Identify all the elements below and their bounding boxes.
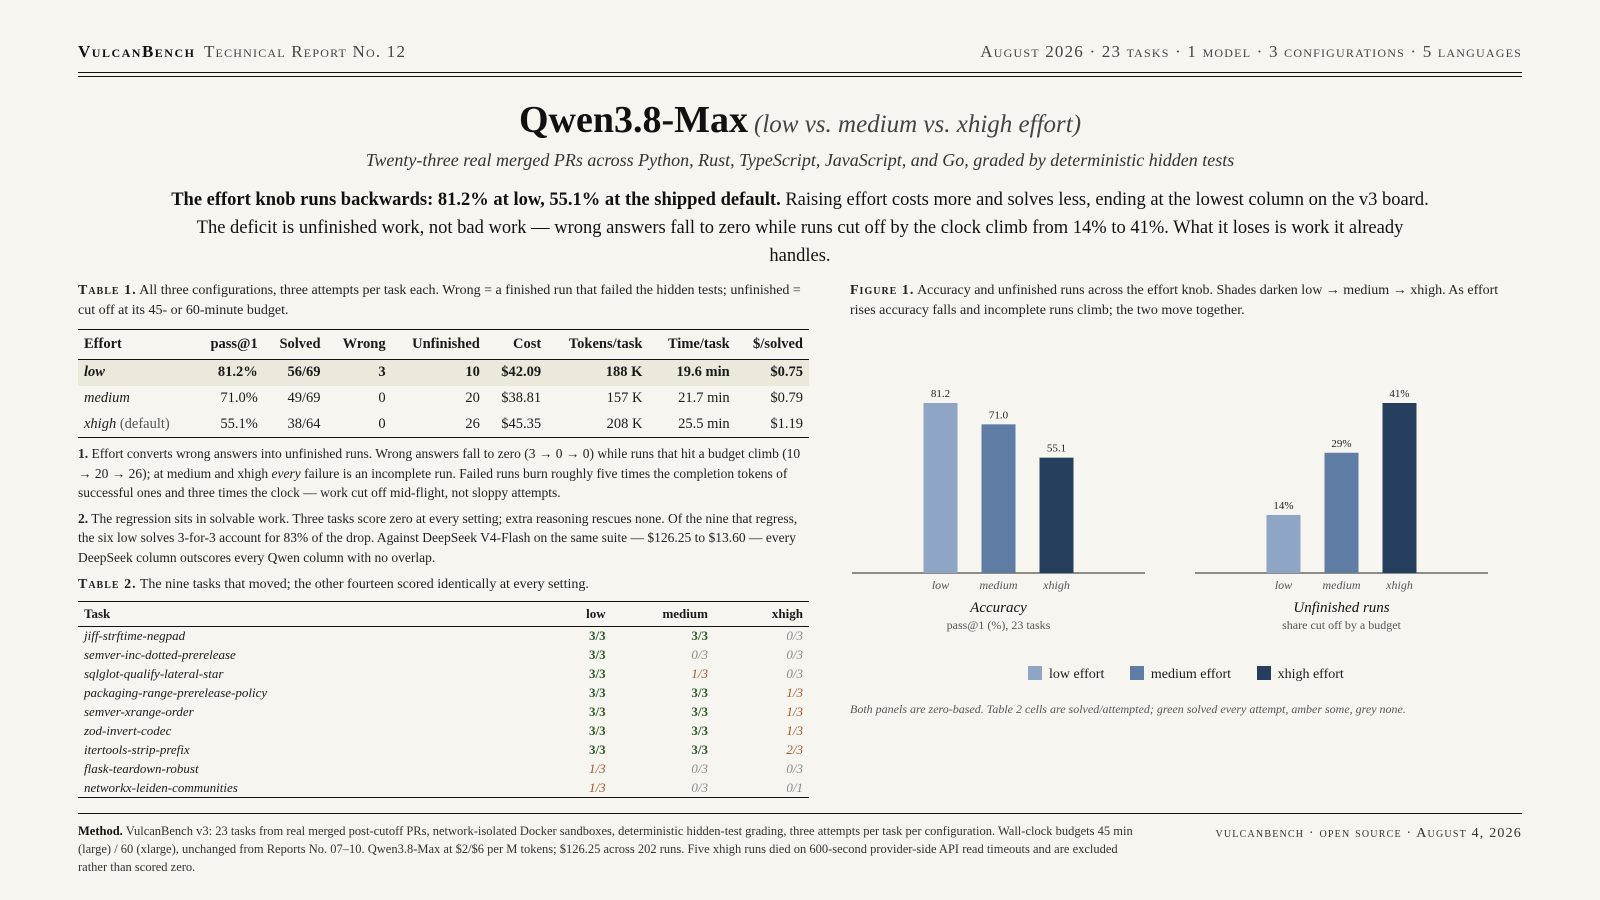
report-meta: August 2026 · 23 tasks · 1 model · 3 configurations · 5 languages xyxy=(980,42,1522,61)
figure-note: Both panels are zero-based. Table 2 cells are solved/attempted; green solved every attempt, amber some, grey none. xyxy=(850,702,1406,716)
table2-caption-text: The nine tasks that moved; the other fourteen scored identically at every setting. xyxy=(136,577,589,592)
page-title-qualifier: (low vs. medium vs. xhigh effort) xyxy=(754,111,1082,138)
task-score: 3/3 xyxy=(589,685,606,700)
header-rule-double xyxy=(78,76,1522,77)
data-label-unfinished-runs-low: 14% xyxy=(1273,499,1294,512)
legend-label-low: low effort xyxy=(1049,667,1105,682)
task-row xyxy=(78,646,809,665)
effort-name: low xyxy=(84,364,105,381)
results-cell: $42.09 xyxy=(486,360,547,386)
task-score: 0/3 xyxy=(786,647,803,662)
results-cell: 0 xyxy=(378,415,386,432)
results-effort-cell xyxy=(78,386,194,412)
task-col-header: low xyxy=(517,602,612,627)
task-score: 3/3 xyxy=(691,628,708,644)
results-col-header: Effort xyxy=(78,330,194,360)
method-label: Method. xyxy=(78,824,123,838)
legend-low xyxy=(1028,666,1104,683)
results-cell: 208 K xyxy=(606,415,643,432)
left-column xyxy=(78,281,809,798)
report-brand xyxy=(78,42,406,62)
results-row xyxy=(78,360,809,386)
results-cell: 19.6 min xyxy=(648,360,735,386)
task-name: packaging-range-prerelease-policy xyxy=(84,685,268,700)
task-row xyxy=(78,722,809,741)
task-score: 3/3 xyxy=(589,628,606,644)
finding-1-text-a: Effort converts wrong answers into unfinished runs. Wrong answers fall to zero (3 → 0 → 0) while runs that hit a budget climb (10 → 20 → 26); at medium and xhigh xyxy=(78,446,801,481)
results-cell: 3 xyxy=(327,360,392,386)
task-row xyxy=(78,779,809,798)
task-score: 1/3 xyxy=(786,723,803,738)
method-note xyxy=(78,822,1138,876)
results-table xyxy=(78,329,809,438)
tick-label-unfinished-runs-xhigh: xhigh xyxy=(1386,578,1413,592)
results-cell: $1.19 xyxy=(770,415,803,432)
bar-unfinished-runs-low xyxy=(1267,515,1301,573)
results-col-header: pass@1 xyxy=(194,330,264,360)
right-column xyxy=(850,281,1522,321)
task-row xyxy=(78,760,809,779)
effort-name: xhigh xyxy=(84,415,117,432)
effort-default-tag: (default) xyxy=(116,415,170,432)
figure-caption-text: Accuracy and unfinished runs across the effort knob. Shades darken low → medium → xhigh. As effort rises accuracy falls and incomplete runs climb; the two move together. xyxy=(850,283,1499,318)
task-name: jiff-strftime-negpad xyxy=(84,628,186,644)
legend-label-xhigh: xhigh effort xyxy=(1277,667,1344,682)
panel-title-accuracy: Accuracy xyxy=(970,600,1027,616)
task-score: 0/3 xyxy=(691,779,708,795)
finding-1-text-b: failure is an incomplete run. Failed runs burn roughly five times the completion tokens of successful ones and three times the clock — work cut off mid-flight, not sloppy attempts. xyxy=(78,465,788,500)
results-col-header: Cost xyxy=(486,330,547,360)
results-cell: 38/64 xyxy=(287,415,321,432)
bar-accuracy-xhigh xyxy=(1040,458,1074,573)
results-cell: 71.0% xyxy=(220,390,258,406)
task-score: 0/3 xyxy=(691,761,708,776)
results-table-header xyxy=(78,330,809,360)
lede-headline: The effort knob runs backwards: 81.2% at low, 55.1% at the shipped default. xyxy=(171,190,781,210)
data-label-accuracy-low: 81.2 xyxy=(930,388,951,400)
task-score: 3/3 xyxy=(589,666,606,681)
effort-name: medium xyxy=(84,390,130,406)
report-number: Technical Report No. 12 xyxy=(203,42,407,61)
tick-label-unfinished-runs-medium: medium xyxy=(1322,578,1361,592)
results-col-header: $/solved xyxy=(736,330,809,360)
results-col-header: Unfinished xyxy=(392,330,486,360)
table1-caption-text: All three configurations, three attempts per task each. Wrong = a finished run that failed the hidden tests; unfinished = cut off at its 45- or 60-minute budget. xyxy=(78,283,801,318)
panel-title-unfinished-runs: Unfinished runs xyxy=(1293,600,1390,616)
results-cell: 10 xyxy=(392,360,486,386)
figure-charts xyxy=(850,360,1530,660)
task-score: 3/3 xyxy=(589,742,606,757)
results-cell: 188 K xyxy=(547,360,648,386)
legend-medium xyxy=(1130,666,1231,683)
task-score: 0/3 xyxy=(691,647,708,662)
results-cell: 0 xyxy=(378,390,386,406)
results-cell: 26 xyxy=(465,415,480,432)
panel-subtitle-unfinished-runs: share cut off by a budget xyxy=(1282,618,1401,632)
task-score: 3/3 xyxy=(691,704,708,719)
footer-rule xyxy=(78,813,1522,814)
results-effort-cell xyxy=(78,360,194,386)
results-cell: 56/69 xyxy=(264,360,327,386)
task-name: zod-invert-codec xyxy=(84,723,172,738)
brand-name: VulcanBench xyxy=(78,42,196,61)
results-cell: $38.81 xyxy=(501,390,542,406)
task-score: 0/3 xyxy=(786,628,803,644)
task-score: 1/3 xyxy=(589,761,606,776)
tick-label-unfinished-runs-low: low xyxy=(1274,578,1293,592)
results-col-header: Tokens/task xyxy=(547,330,648,360)
method-text: VulcanBench v3: 23 tasks from real merged post-cutoff PRs, network-isolated Docker sandboxes, deterministic hidden-test grading, three attempts per task per configuration. Wall-clock budgets 45 min (large) / 60 (xlarge), unchanged from Reports No. 07–10. Qwen3.8-Max at $2/$6 per M tokens; $126.25 across 202 runs. Five xhigh runs died on 600-second provider-side API read timeouts and are excluded rather than scored zero. xyxy=(78,824,1133,874)
task-row xyxy=(78,741,809,760)
results-cell: 25.5 min xyxy=(678,415,730,432)
tick-label-accuracy-medium: medium xyxy=(979,578,1018,592)
report-header xyxy=(78,42,1522,62)
legend-label-medium: medium effort xyxy=(1150,667,1232,682)
task-score: 2/3 xyxy=(786,742,803,757)
data-label-accuracy-xhigh: 55.1 xyxy=(1046,442,1067,455)
task-score: 1/3 xyxy=(589,779,606,795)
results-cell: 20 xyxy=(465,390,480,406)
task-score: 1/3 xyxy=(691,666,708,681)
task-table xyxy=(78,601,809,798)
legend-swatch-medium xyxy=(1130,666,1144,680)
task-name: sqlglot-qualify-lateral-star xyxy=(84,666,224,681)
task-name: flask-teardown-robust xyxy=(84,761,199,776)
tick-label-accuracy-xhigh: xhigh xyxy=(1043,578,1070,592)
data-label-accuracy-medium: 71.0 xyxy=(988,409,1009,422)
results-col-header: Wrong xyxy=(327,330,392,360)
figure-caption xyxy=(850,281,1522,321)
title-row xyxy=(0,98,1600,142)
page-title: Qwen3.8-Max xyxy=(518,99,748,141)
task-score: 3/3 xyxy=(589,704,606,719)
results-col-header: Solved xyxy=(264,330,327,360)
task-col-header: Task xyxy=(78,602,517,627)
table1-label: Table 1. xyxy=(78,283,137,298)
header-rule xyxy=(78,72,1522,73)
task-col-header: medium xyxy=(612,602,714,627)
table1-caption xyxy=(78,281,809,321)
finding-1-number: 1. xyxy=(78,446,89,461)
task-score: 0/1 xyxy=(786,779,803,795)
task-name: networkx-leiden-communities xyxy=(84,779,238,795)
bar-unfinished-runs-xhigh xyxy=(1383,403,1417,573)
task-score: 3/3 xyxy=(691,685,708,700)
finding-1 xyxy=(78,444,809,503)
table2-label: Table 2. xyxy=(78,577,137,592)
task-row xyxy=(78,703,809,722)
task-score: 3/3 xyxy=(691,742,708,757)
task-row xyxy=(78,665,809,684)
task-name: itertools-strip-prefix xyxy=(84,742,190,757)
results-row xyxy=(78,412,809,438)
results-cell: 55.1% xyxy=(220,415,258,432)
finding-2 xyxy=(78,509,809,568)
task-name: semver-inc-dotted-prerelease xyxy=(84,647,236,662)
finding-1-emphasis: every xyxy=(271,465,301,481)
results-cell: 157 K xyxy=(606,390,643,406)
bar-accuracy-low xyxy=(924,403,958,573)
task-score: 3/3 xyxy=(589,723,606,738)
lede-body: Raising effort costs more and solves less, ending at the lowest column on the v3 board. The deficit is unfinished work, not bad work — wrong answers fall to zero while runs cut off by the clock climb from 14% to 41%. What it loses is work it already handles. xyxy=(196,190,1429,266)
results-effort-cell xyxy=(78,412,194,438)
results-cell: $45.35 xyxy=(501,415,542,432)
results-cell: 21.7 min xyxy=(678,390,730,406)
task-score: 1/3 xyxy=(786,704,803,719)
task-score: 3/3 xyxy=(691,723,708,738)
legend-xhigh xyxy=(1257,666,1344,683)
legend-swatch-low xyxy=(1028,666,1042,680)
task-score: 0/3 xyxy=(786,666,803,681)
figure-label: Figure 1. xyxy=(850,283,915,298)
results-cell: 81.2% xyxy=(194,360,264,386)
table2-caption xyxy=(78,575,809,595)
results-cell: $0.75 xyxy=(736,360,809,386)
finding-2-text: The regression sits in solvable work. Three tasks score zero at every setting; extra reasoning rescues none. Of the nine that regress, the six low solves 3-for-3 account for 83% of the drop. Against DeepSeek V4-Flash on the same suite — $126.25 to $13.60 — every DeepSeek column outscores every Qwen column with no overlap. xyxy=(78,510,798,565)
panel-subtitle-accuracy: pass@1 (%), 23 tasks xyxy=(946,618,1051,632)
task-table-header xyxy=(78,602,809,627)
task-name: semver-xrange-order xyxy=(84,704,194,719)
task-score: 3/3 xyxy=(589,647,606,662)
tick-label-accuracy-low: low xyxy=(931,578,950,592)
bar-accuracy-medium xyxy=(982,424,1016,573)
chart-legend xyxy=(1028,666,1366,683)
lede-paragraph xyxy=(170,186,1430,270)
results-row xyxy=(78,386,809,412)
task-row xyxy=(78,684,809,703)
task-col-header: xhigh xyxy=(714,602,809,627)
task-score: 0/3 xyxy=(786,761,803,776)
task-row xyxy=(78,627,809,646)
finding-2-number: 2. xyxy=(78,510,89,526)
results-cell: 49/69 xyxy=(287,390,321,406)
bar-unfinished-runs-medium xyxy=(1325,453,1359,573)
page-subtitle: Twenty-three real merged PRs across Python, Rust, TypeScript, JavaScript, and Go, graded by deterministic hidden tests xyxy=(365,150,1235,170)
data-label-unfinished-runs-xhigh: 41% xyxy=(1389,388,1410,400)
results-cell: $0.79 xyxy=(770,390,803,406)
data-label-unfinished-runs-medium: 29% xyxy=(1331,437,1352,450)
legend-swatch-xhigh xyxy=(1257,666,1271,680)
results-col-header: Time/task xyxy=(648,330,735,360)
task-score: 1/3 xyxy=(786,685,803,700)
footer-credit: vulcanbench · open source · August 4, 2026 xyxy=(1215,826,1522,841)
